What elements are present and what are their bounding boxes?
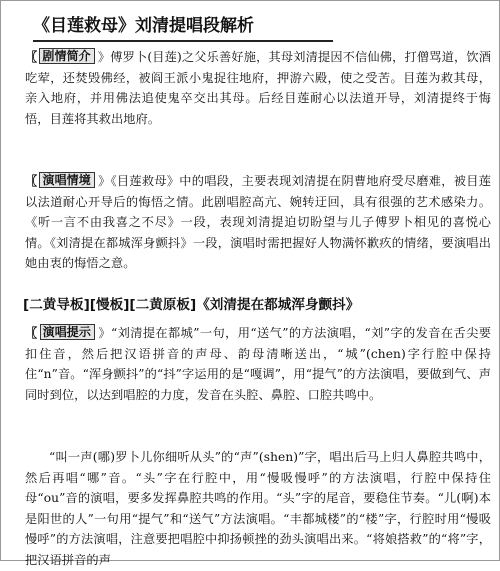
performance-context-tag: 演唱情境 [39, 172, 94, 188]
bracket-mark-icon: 〖 [25, 50, 38, 64]
bracket-mark-icon: 〖 [25, 174, 38, 188]
singing-tips-paragraph [25, 323, 491, 405]
singing-tips-tag: 演唱提示 [40, 324, 95, 340]
bracket-mark-icon: 〖 [25, 326, 38, 340]
body-paragraph-text: “叫一声(哪)罗卜儿你细听从头”的“声”(shen)”字，唱出后马上归人鼻腔共鸣中，然后再唱“哪”音。“头”字在行腔中，用“慢吸慢呼”的方法演唱，行腔中保持住母“ou”音的演唱，要多发挥鼻腔共鸣的作用。“头”字的尾音，要稳住节奏。“儿(啊)本是阳世的人”一句用“提气”和“送气”方法演唱。“丰都城楼”的“楼”字，行腔时用“慢吸慢呼”的方法演唱，注意要把唱腔中抑扬顿挫的劲头演唱出来。“将娘搭救”的“将”字，把汉语拼音的声 [25, 450, 491, 567]
performance-context-text: 》《目莲救母》中的唱段，主要表现刘清提在阴曹地府受尽磨难，被目莲以法道耐心开导后的悔悟之情。此剧唱腔高亢、婉转迂回，具有很强的艺术感染力。《听一言不由我喜之不尽》一段，表现刘清提迫切盼望与儿子傅罗卜相见的喜悦心情。《刘清提在都城浑身颤抖》一段，演唱时需把握好人物满怀歉疚的情绪，要演唱出她由衷的悔悟之意。 [25, 174, 491, 271]
page-title: 《目莲救母》刘清提唱段解析 [33, 13, 333, 42]
aria-heading: [二黄导板][慢板][二黄原板]《刘清提在都城浑身颤抖》 [23, 297, 360, 313]
body-paragraph [25, 447, 491, 571]
performance-context-paragraph [25, 171, 491, 274]
plot-summary-text: 》傅罗卜(目莲)之父乐善好施，其母刘清提因不信仙佛，打僧骂道，饮酒吃荤，还焚毁佛经，被阎王派小鬼捉往地府，押游六殿，使之受苦。目莲为救其母，亲入地府，并用佛法追使鬼卒交出其母。后经目莲耐心以法道开导，刘清提终于悔悟，目莲将其救出地府。 [25, 50, 491, 126]
plot-summary-tag: 剧情简介 [39, 48, 94, 64]
singing-tips-text: 》“刘清提在都城”一句，用“送气”的方法演唱，“刘”字的发音在舌尖要扣住音，然后把汉语拼音的声母、韵母清晰送出，“城”(chen)字行腔中保持住“n”音。“浑身颤抖”的“抖”字运用的是“嘎调”，用“提气”的方法演唱，要做到气、声同时到位，以达到唱腔的力度，发音在头腔、鼻腔、口腔共鸣中。 [25, 326, 491, 402]
plot-summary-paragraph [25, 47, 491, 129]
